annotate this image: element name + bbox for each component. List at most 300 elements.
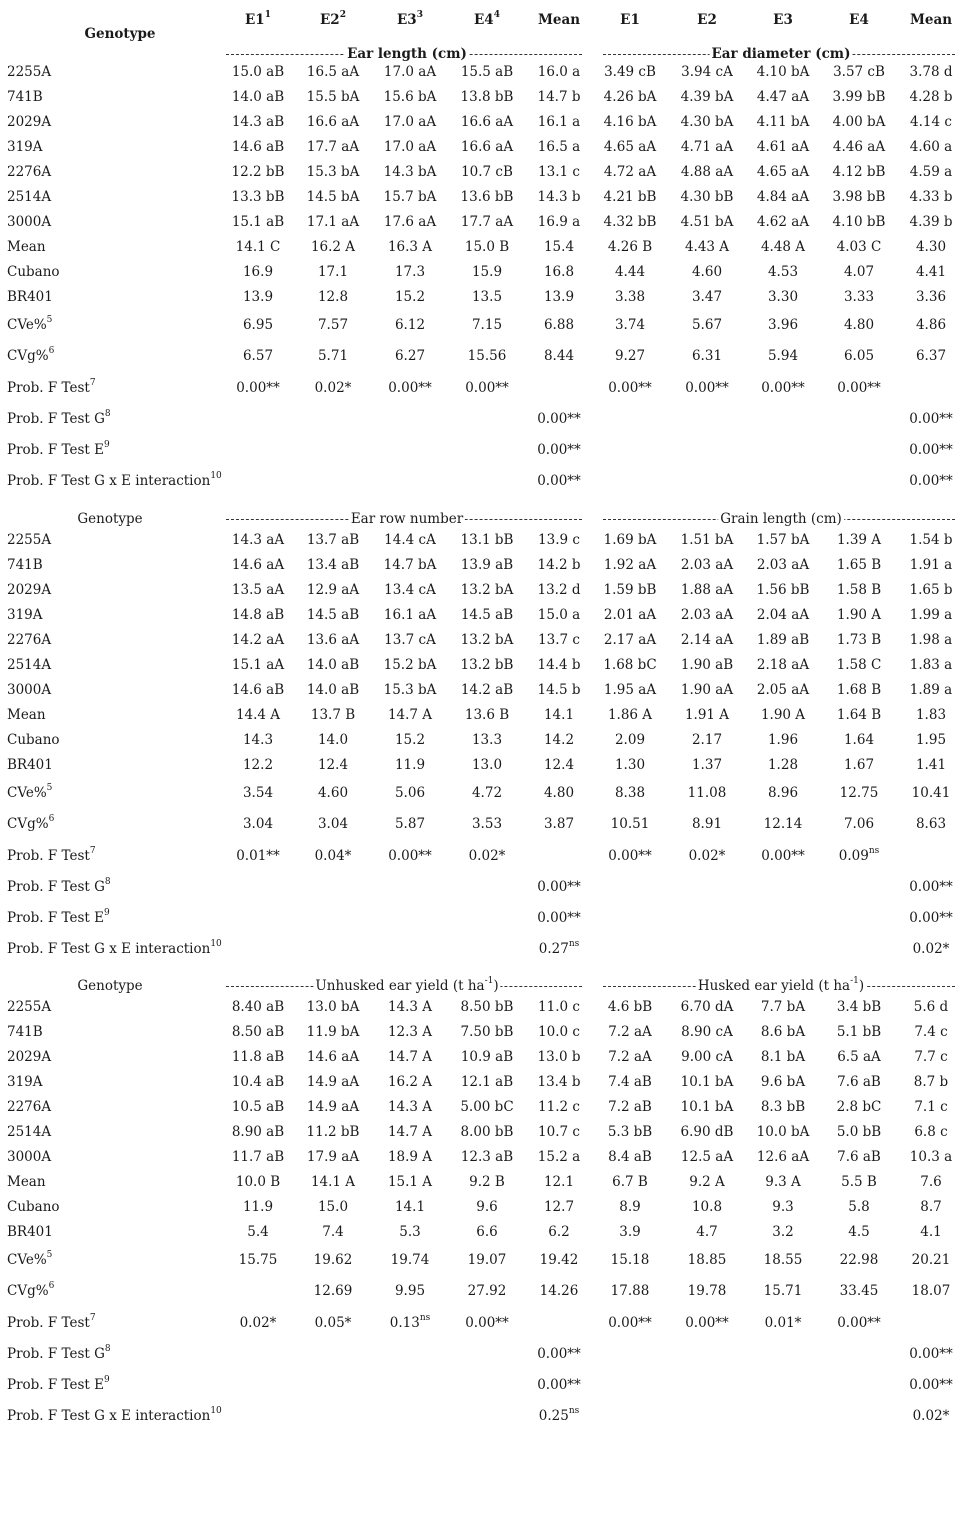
table-cell: 10.51 <box>610 816 650 832</box>
table-cell: 22.98 <box>839 1252 879 1268</box>
table-cell: 15.7 bA <box>383 189 437 205</box>
table-cell: 4.5 <box>848 1224 870 1240</box>
cell-text: 2514A <box>7 189 52 205</box>
table-cell: 4.10 bA <box>756 64 810 80</box>
table-cell: 5.3 <box>399 1224 421 1240</box>
superscript: 8 <box>104 876 111 887</box>
row-label <box>7 1197 60 1217</box>
table-cell: 17.88 <box>610 1283 650 1299</box>
table-cell: 4.60 <box>691 264 723 280</box>
table-cell: 0.02* <box>468 848 506 864</box>
table-cell: 6.95 <box>242 317 274 333</box>
table-cell: 1.91 a <box>909 557 953 573</box>
table-cell: 4.30 <box>915 239 947 255</box>
table-cell: 10.5 aB <box>231 1099 285 1115</box>
table-cell: 4.47 aA <box>756 89 810 105</box>
table-cell: 3.2 <box>772 1224 794 1240</box>
table-cell: 12.4 <box>543 757 575 773</box>
table-row <box>0 655 969 675</box>
cell-text: E4 <box>849 12 869 28</box>
table-cell: 16.6 aA <box>460 139 514 155</box>
row-label <box>7 605 43 625</box>
table-cell: 13.4 cA <box>384 582 436 598</box>
table-cell: 3.47 <box>691 289 723 305</box>
table-cell: 3.57 cB <box>833 64 885 80</box>
table-cell: 8.9 <box>619 1199 641 1215</box>
section-title: Ear row number <box>350 511 464 527</box>
table-cell: 13.7 cA <box>384 632 436 648</box>
column-header <box>593 10 667 30</box>
table-cell: 1.90 A <box>836 607 882 623</box>
table-cell: 16.5 a <box>537 139 581 155</box>
section-title-text: Unhusked ear yield (t ha <box>315 978 485 994</box>
table-cell: 17.3 <box>394 264 426 280</box>
section-title <box>313 976 500 996</box>
cell-text: Prob. F Test G <box>7 411 105 427</box>
table-cell: 10.0 c <box>538 1024 580 1040</box>
column-header <box>450 10 524 30</box>
table-cell: 1.58 B <box>836 582 882 598</box>
cell-text: CVg% <box>7 816 49 832</box>
table-cell: 14.1 <box>543 707 575 723</box>
row-label <box>7 814 54 834</box>
table-cell: 10.41 <box>911 785 951 801</box>
table-cell: 8.63 <box>915 816 947 832</box>
table-cell: 4.46 aA <box>832 139 886 155</box>
table-cell: 0.00** <box>537 1377 581 1393</box>
row-label <box>7 287 53 307</box>
column-header <box>522 10 596 30</box>
cell-text: 2029A <box>7 582 52 598</box>
table-row <box>0 877 969 897</box>
table-cell: 6.57 <box>242 348 274 364</box>
table-cell: 2.03 aA <box>680 557 734 573</box>
table-cell: 17.1 <box>317 264 349 280</box>
row-label <box>7 580 51 600</box>
table-cell: 10.1 bA <box>680 1099 734 1115</box>
section-title-text: ) <box>493 978 499 994</box>
table-cell: 15.3 bA <box>383 682 437 698</box>
table-cell: 1.91 A <box>684 707 730 723</box>
table-cell: 0.00** <box>761 380 805 396</box>
table-cell: 14.7 A <box>387 1124 433 1140</box>
table-row <box>0 1147 969 1167</box>
table-cell: 5.8 <box>848 1199 870 1215</box>
superscript: 6 <box>48 1280 55 1291</box>
cell-text: 319A <box>7 1074 43 1090</box>
table-row <box>0 237 969 257</box>
superscript: 9 <box>104 439 110 450</box>
table-cell: 1.41 <box>915 757 947 773</box>
table-cell: 0.00** <box>909 910 953 926</box>
cell-text: 2255A <box>7 999 52 1015</box>
table-cell: 14.6 aA <box>306 1049 360 1065</box>
table-cell: 12.2 bB <box>231 164 285 180</box>
column-header <box>221 10 295 30</box>
row-label <box>7 705 46 725</box>
row-label <box>7 1072 43 1092</box>
superscript: 8 <box>104 408 111 419</box>
table-cell: 14.4 cA <box>384 532 436 548</box>
table-cell: 3.36 <box>915 289 947 305</box>
table-cell: 3.87 <box>543 816 575 832</box>
table-cell: 0.00** <box>465 1315 509 1331</box>
table-cell: 6.88 <box>543 317 575 333</box>
table-cell: 6.2 <box>548 1224 570 1240</box>
table-cell: 8.7 b <box>913 1074 949 1090</box>
table-row <box>0 1375 969 1395</box>
row-label <box>7 187 51 207</box>
row-label <box>7 346 54 366</box>
table-cell: 4.16 bA <box>603 114 657 130</box>
table-cell: 14.26 <box>539 1283 579 1299</box>
table-row <box>0 630 969 650</box>
row-label <box>7 378 96 398</box>
table-cell: 14.6 aA <box>231 557 285 573</box>
table-cell: 13.9 c <box>538 532 580 548</box>
table-cell: 5.5 B <box>841 1174 877 1190</box>
table-cell: 10.7 cB <box>461 164 513 180</box>
table-cell: 15.5 aB <box>460 64 514 80</box>
table-cell: 7.50 bB <box>460 1024 514 1040</box>
table-row <box>0 409 969 429</box>
table-cell: 1.73 B <box>836 632 882 648</box>
table-cell: 1.65 B <box>836 557 882 573</box>
cell-text: Prob. F Test G x E interaction <box>7 473 211 489</box>
table-cell: 14.5 aB <box>460 607 514 623</box>
table-cell: 17.9 aA <box>306 1149 360 1165</box>
table-cell: 1.65 b <box>909 582 953 598</box>
table-cell: 16.9 <box>242 264 274 280</box>
table-cell: 14.9 aA <box>306 1099 360 1115</box>
superscript: 6 <box>48 813 55 824</box>
table-cell: 18.9 A <box>387 1149 433 1165</box>
table-cell: 0.00** <box>388 380 432 396</box>
table-cell: 16.0 a <box>537 64 581 80</box>
cell-text: Mean <box>537 12 581 28</box>
table-cell: 18.55 <box>763 1252 803 1268</box>
table-cell: 6.12 <box>394 317 426 333</box>
table-cell: 17.0 aA <box>383 114 437 130</box>
table-row <box>0 846 969 866</box>
table-cell: 2.17 aA <box>603 632 657 648</box>
table-cell: 14.4 b <box>537 657 581 673</box>
cell-text: 319A <box>7 607 43 623</box>
table-cell: 1.68 bC <box>603 657 657 673</box>
table-cell: 13.9 <box>543 289 575 305</box>
table-cell: 8.4 aB <box>608 1149 652 1165</box>
row-label <box>7 471 222 491</box>
table-cell: 13.2 bA <box>460 582 514 598</box>
table-cell: 16.2 A <box>387 1074 433 1090</box>
table-cell: 0.00** <box>537 910 581 926</box>
table-cell: 3.99 bB <box>832 89 886 105</box>
table-cell: 11.2 c <box>538 1099 580 1115</box>
table-cell: 4.88 aA <box>680 164 734 180</box>
table-row <box>0 440 969 460</box>
cell-text: 3000A <box>7 214 52 230</box>
table-cell: 13.0 b <box>537 1049 581 1065</box>
table-cell: 4.6 bB <box>607 999 653 1015</box>
cell-text: E4 <box>474 12 494 28</box>
table-cell: 7.1 c <box>914 1099 948 1115</box>
table-cell: 2.03 aA <box>756 557 810 573</box>
table-cell: 7.6 aB <box>837 1074 881 1090</box>
table-cell: 8.7 <box>920 1199 942 1215</box>
ns-mark: ns <box>419 1312 431 1323</box>
superscript: 5 <box>46 314 53 325</box>
cell-text: E1 <box>620 12 640 28</box>
cell-text: Prob. F Test <box>7 380 90 396</box>
table-cell: 11.2 bB <box>306 1124 360 1140</box>
table-cell: 13.3 bB <box>231 189 285 205</box>
table-cell: 14.3 <box>242 732 274 748</box>
genotype-subheader: Genotype <box>77 511 143 527</box>
row-label <box>7 680 51 700</box>
table-cell: 14.8 aB <box>231 607 285 623</box>
table-cell: 7.6 <box>920 1174 942 1190</box>
table-cell: 9.3 <box>772 1199 794 1215</box>
table-cell: 7.06 <box>843 816 875 832</box>
cell-text: 741B <box>7 1024 43 1040</box>
superscript: 5 <box>46 782 53 793</box>
table-cell: 3.38 <box>614 289 646 305</box>
table-cell: 0.00** <box>236 380 280 396</box>
row-label <box>7 87 43 107</box>
table-cell: 3.04 <box>242 816 274 832</box>
table-cell: 16.1 a <box>537 114 581 130</box>
superscript: 10 <box>210 938 222 949</box>
table-cell: 17.6 aA <box>383 214 437 230</box>
cell-text: Prob. F Test <box>7 1315 90 1331</box>
table-cell: 13.7 c <box>538 632 580 648</box>
table-cell: 8.50 bB <box>460 999 514 1015</box>
cell-text: Prob. F Test E <box>7 442 104 458</box>
table-cell: 0.00** <box>909 879 953 895</box>
table-cell: 14.7 A <box>387 1049 433 1065</box>
table-cell: 13.6 aA <box>306 632 360 648</box>
column-header <box>296 10 370 30</box>
table-cell: 0.00** <box>608 380 652 396</box>
table-cell: 1.90 aB <box>680 657 734 673</box>
table-cell: 0.00** <box>909 411 953 427</box>
table-cell: 0.00** <box>761 848 805 864</box>
row-label <box>7 655 51 675</box>
table-cell: 16.8 <box>543 264 575 280</box>
table-cell: 5.87 <box>394 816 426 832</box>
table-cell: 1.83 a <box>909 657 953 673</box>
table-cell: 13.2 d <box>537 582 581 598</box>
table-cell: 7.2 aA <box>608 1024 652 1040</box>
table-row <box>0 1281 969 1301</box>
table-cell: 12.7 <box>543 1199 575 1215</box>
table-row <box>0 1344 969 1364</box>
section-title: Ear length (cm) <box>347 46 467 62</box>
table-cell: 4.26 B <box>607 239 653 255</box>
table-cell: 3.33 <box>843 289 875 305</box>
table-cell: 6.90 dB <box>680 1124 734 1140</box>
table-cell: 0.00** <box>685 1315 729 1331</box>
table-cell: 7.4 c <box>914 1024 948 1040</box>
table-cell: 15.2 <box>394 732 426 748</box>
table-cell: 3.74 <box>614 317 646 333</box>
table-cell: 8.3 bB <box>760 1099 806 1115</box>
table-cell: 13.2 bB <box>460 657 514 673</box>
table-cell: 14.3 bA <box>383 164 437 180</box>
superscript: 4 <box>493 9 500 20</box>
table-row <box>0 378 969 398</box>
table-cell: 1.95 aA <box>603 682 657 698</box>
table-cell: 12.8 <box>317 289 349 305</box>
row-label <box>7 755 53 775</box>
table-cell: 8.6 bA <box>760 1024 806 1040</box>
table-row <box>0 997 969 1017</box>
row-label <box>7 1344 111 1364</box>
table-cell: 0.00** <box>388 848 432 864</box>
table-row <box>0 137 969 157</box>
table-cell: 8.50 aB <box>231 1024 285 1040</box>
table-cell: 17.1 aA <box>306 214 360 230</box>
row-label <box>7 409 111 429</box>
table-cell: 12.3 A <box>387 1024 433 1040</box>
unit-exponent: -1 <box>850 975 859 986</box>
table-row <box>0 783 969 803</box>
table-cell: 0.04* <box>314 848 352 864</box>
table-cell: 9.2 A <box>689 1174 725 1190</box>
table-cell: 15.18 <box>610 1252 650 1268</box>
table-cell: 13.9 <box>242 289 274 305</box>
cell-text: 319A <box>7 139 43 155</box>
table-cell: 14.2 b <box>537 557 581 573</box>
table-cell: 13.3 <box>471 732 503 748</box>
cell-value: 0.09 <box>838 848 869 864</box>
table-cell: 5.4 <box>247 1224 269 1240</box>
cell-text: E2 <box>320 12 340 28</box>
table-cell: 16.6 aA <box>306 114 360 130</box>
cell-value: 0.13 <box>389 1315 420 1331</box>
table-cell: 8.1 bA <box>760 1049 806 1065</box>
table-cell: 13.1 c <box>538 164 580 180</box>
table-cell: 4.65 aA <box>756 164 810 180</box>
table-cell: 4.60 <box>317 785 349 801</box>
table-cell: 5.71 <box>317 348 349 364</box>
table-cell: 10.3 a <box>909 1149 953 1165</box>
table-cell: 0.00** <box>537 442 581 458</box>
table-cell: 5.94 <box>767 348 799 364</box>
table-cell: 1.68 B <box>836 682 882 698</box>
table-cell: 9.95 <box>394 1283 426 1299</box>
row-label <box>7 1097 51 1117</box>
table-cell <box>522 1406 596 1426</box>
table-cell: 0.00** <box>537 473 581 489</box>
table-row <box>0 87 969 107</box>
cell-text: 2276A <box>7 164 52 180</box>
row-label <box>7 1313 96 1333</box>
table-cell: 4.41 <box>915 264 947 280</box>
cell-text: 2255A <box>7 64 52 80</box>
table-cell: 0.00** <box>685 380 729 396</box>
row-label <box>7 137 43 157</box>
table-cell: 11.9 <box>394 757 426 773</box>
table-cell: 4.60 a <box>909 139 953 155</box>
superscript: 7 <box>89 1312 96 1323</box>
table-cell: 5.3 bB <box>607 1124 653 1140</box>
section-title <box>696 976 866 996</box>
table-cell: 14.0 aB <box>306 682 360 698</box>
table-cell: 1.30 <box>614 757 646 773</box>
table-cell: 15.0 B <box>464 239 510 255</box>
table-row <box>0 1022 969 1042</box>
table-cell: 4.51 bA <box>680 214 734 230</box>
table-cell: 7.2 aB <box>608 1099 652 1115</box>
table-cell: 1.28 <box>767 757 799 773</box>
superscript: 2 <box>339 9 346 20</box>
table-cell: 14.2 <box>543 732 575 748</box>
table-cell: 4.33 b <box>909 189 953 205</box>
row-label <box>7 1022 43 1042</box>
table-cell: 4.10 bB <box>832 214 886 230</box>
cell-text: 2029A <box>7 1049 52 1065</box>
table-cell: 4.1 <box>920 1224 942 1240</box>
table-cell: 13.7 aB <box>306 532 360 548</box>
table-cell: 16.2 A <box>310 239 356 255</box>
table-cell: 0.00** <box>537 411 581 427</box>
table-cell: 4.86 <box>915 317 947 333</box>
table-cell: 14.7 A <box>387 707 433 723</box>
table-cell: 6.70 dA <box>680 999 734 1015</box>
table-cell: 3.78 d <box>909 64 953 80</box>
table-cell: 12.1 <box>543 1174 575 1190</box>
table-row <box>0 1406 969 1426</box>
cell-text: Prob. F Test G <box>7 1346 105 1362</box>
table-cell: 15.4 <box>543 239 575 255</box>
table-cell: 15.5 bA <box>306 89 360 105</box>
table-cell: 15.2 <box>394 289 426 305</box>
row-label <box>7 1406 222 1426</box>
table-cell: 4.43 A <box>684 239 730 255</box>
table-cell: 0.00** <box>909 442 953 458</box>
section-title-text: ) <box>858 978 865 994</box>
table-cell: 13.5 <box>471 289 503 305</box>
table-cell: 12.4 <box>317 757 349 773</box>
section-title: Ear diameter (cm) <box>711 46 851 62</box>
row-label <box>7 908 110 928</box>
row-label <box>7 877 111 897</box>
table-cell: 13.0 <box>471 757 503 773</box>
table-cell: 1.92 aA <box>603 557 657 573</box>
table-cell: 3.30 <box>767 289 799 305</box>
table-cell: 0.00** <box>837 1315 881 1331</box>
table-row <box>0 1072 969 1092</box>
table-cell: 17.7 aA <box>306 139 360 155</box>
unit-exponent: -1 <box>484 975 494 986</box>
table-cell: 2.03 aA <box>680 607 734 623</box>
table-cell: 14.3 aB <box>231 114 285 130</box>
table-cell: 9.00 cA <box>681 1049 733 1065</box>
table-cell: 7.4 <box>322 1224 344 1240</box>
table-cell: 0.05* <box>314 1315 352 1331</box>
table-cell: 1.69 bA <box>603 532 657 548</box>
table-cell: 10.0 B <box>235 1174 281 1190</box>
table-row <box>0 1172 969 1192</box>
table-row <box>0 605 969 625</box>
table-cell: 3.98 bB <box>832 189 886 205</box>
section-title: Grain length (cm) <box>720 511 842 527</box>
table-cell: 2.09 <box>614 732 646 748</box>
table-cell: 15.2 bA <box>383 657 437 673</box>
table-row <box>0 1097 969 1117</box>
table-cell: 7.4 aB <box>608 1074 652 1090</box>
